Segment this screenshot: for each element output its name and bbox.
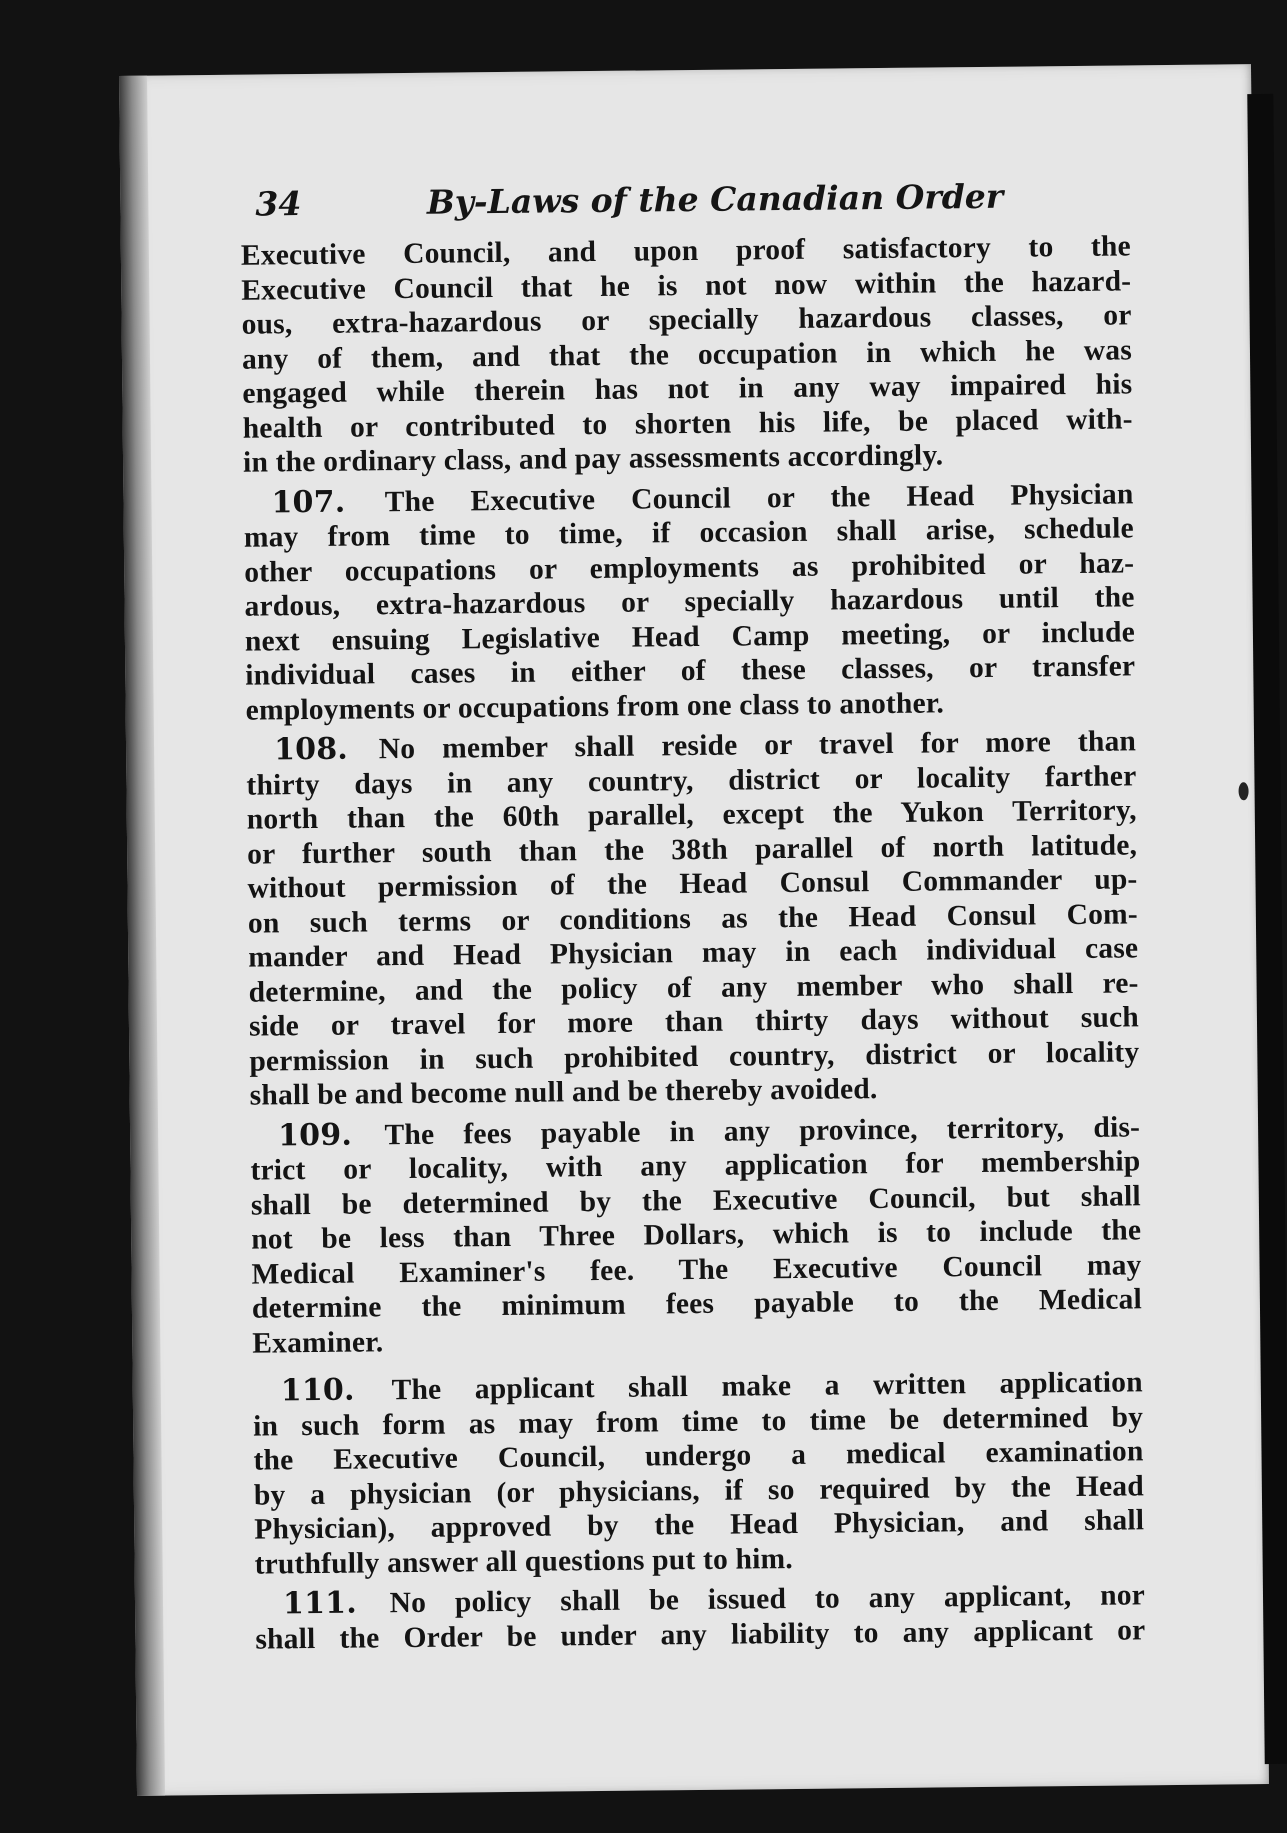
text-line: Medical Examiner's fee. The Executive Council may <box>251 1248 1142 1291</box>
text-line: thirty days in any country, district or locality farther <box>246 759 1137 802</box>
text-line: engaged while therein has not in any way impaired his <box>242 368 1133 410</box>
text-line: employments or occupations from one class to another. <box>245 686 945 727</box>
section-number: 111. <box>282 1585 358 1622</box>
section-110 <box>253 1365 1145 1581</box>
text-line: No member shall reside or travel for more than <box>378 725 1137 766</box>
text-line: shall be and become null and be thereby avoided. <box>249 1073 878 1112</box>
text-line: mander and Head Physician may in each individual case <box>248 932 1139 974</box>
text-line: in such form as may from time to time be determined by <box>253 1400 1144 1443</box>
text-line: next ensuing Legislative Head Camp meeting, or include <box>244 615 1136 658</box>
text-line: The applicant shall make a written application <box>391 1366 1143 1407</box>
text-line: Executive Council that he is not now within the hazard- <box>241 264 1132 307</box>
section-number: 108. <box>273 731 349 768</box>
text-line: ous, extra-hazardous or specially hazardous classes, or <box>241 299 1132 341</box>
running-head <box>255 175 1142 223</box>
text-line: health or contributed to shorten his life, be placed with- <box>242 402 1133 445</box>
text-line: shall the Order be under any liability to any applicant or <box>255 1613 1146 1656</box>
continuation-paragraph <box>241 229 1133 480</box>
book-page <box>119 64 1269 1796</box>
text-line: The fees payable in any province, territory, dis- <box>384 1110 1141 1151</box>
text-line: truthfully answer all questions put to him. <box>254 1542 794 1581</box>
text-line: Examiner. <box>252 1325 384 1360</box>
running-title: By-Laws of the Canadian Order <box>426 176 1004 222</box>
text-line: or further south than the 38th parallel of north latitude, <box>247 828 1138 871</box>
text-line: other occupations or employments as prohibited or haz- <box>244 546 1135 589</box>
text-line: the Executive Council, undergo a medical examination <box>253 1435 1144 1477</box>
text-line: The Executive Council or the Head Physician <box>384 477 1134 518</box>
text-line: Physician), approved by the Head Physician, and shall <box>254 1504 1145 1546</box>
section-109 <box>250 1110 1142 1361</box>
body-text <box>241 223 1146 1656</box>
text-line: may from time to time, if occasion shall arise, schedule <box>243 512 1134 554</box>
text-line: trict or locality, with any application for membership <box>250 1145 1141 1187</box>
text-line: No policy shall be issued to any applicant, nor <box>389 1579 1146 1620</box>
section-111 <box>255 1578 1146 1656</box>
text-line: individual cases in either of these classes, or transfer <box>245 650 1136 692</box>
margin-mark <box>1238 782 1248 800</box>
text-line: in the ordinary class, and pay assessments accordingly. <box>242 439 944 479</box>
section-number: 107. <box>271 484 346 520</box>
text-line: side or travel for more than thirty days without such <box>248 1001 1140 1043</box>
section-number: 110. <box>280 1372 355 1409</box>
section-107 <box>243 477 1135 728</box>
text-line: permission in such prohibited country, district or locality <box>249 1035 1140 1078</box>
book-spine <box>119 76 165 1796</box>
page-number: 34 <box>255 184 302 224</box>
text-line: determine, and the policy of any member who shall re- <box>248 966 1139 1009</box>
text-line: not be less than Three Dollars, which is to include the <box>251 1214 1142 1256</box>
section-number: 109. <box>277 1117 353 1153</box>
text-line: north than the 60th parallel, except the Yukon Territory, <box>246 794 1137 836</box>
text-line: without permission of the Head Consul Commander up- <box>247 863 1138 905</box>
text-line: shall be determined by the Executive Council, but shall <box>250 1179 1141 1222</box>
text-line: on such terms or conditions as the Head Consul Com- <box>247 897 1139 940</box>
text-line: ardous, extra-hazardous or specially hazardous until the <box>244 581 1135 623</box>
text-line: by a physician (or physicians, if so required by the Head <box>253 1469 1145 1512</box>
text-line: any of them, and that the occupation in which he was <box>241 333 1133 376</box>
text-line: determine the minimum fees payable to the Medical <box>251 1283 1143 1325</box>
text-line: Executive Council, and upon proof satisfactory to the <box>240 230 1132 272</box>
section-108 <box>246 724 1140 1113</box>
page-edge-shadow <box>1247 94 1287 1764</box>
